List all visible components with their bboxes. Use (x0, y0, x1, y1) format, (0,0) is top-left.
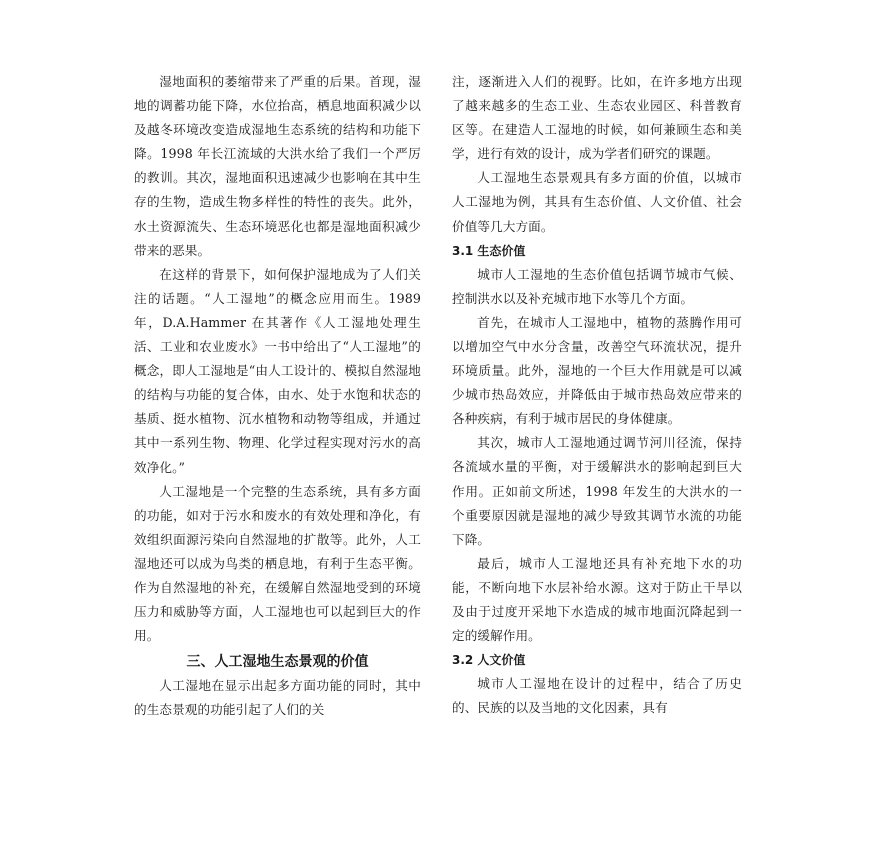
paragraph-flood-control: 其次，城市人工湿地通过调节河川径流，保持各流域水量的平衡，对于缓解洪水的影响起到巨大作用。正如前文所述，1998 年发生的大洪水的一个重要原因就是湿地的减少导致其调节水流的功能下降。 (452, 435, 742, 547)
paragraph-wetland-shrinkage: 湿地面积的萎缩带来了严重的后果。首现，湿地的调蓄功能下降，水位抬高，栖息地面积减少以及越冬环境改变造成湿地生态系统的结构和功能下降。1998 年长江流域的大洪水给了我们一个严厉的教训。其次，湿地面积迅速减少也影响在其中生存的生物，造成生物多样性的特性的丧失。此外，水土资源流失、生态环境恶化也都是湿地面积减少带来的恶果。 (134, 74, 421, 258)
subsection-title-ecological-value: 3.1 生态价值 (452, 243, 526, 258)
paragraph-groundwater-recharge: 最后，城市人工湿地还具有补充地下水的功能，不断向地下水层补给水源。这对于防止干旱以及由于过度开采地下水造成的城市地面沉降起到一定的缓解作用。 (452, 555, 742, 644)
paragraph-ecological-value-intro: 城市人工湿地的生态价值包括调节城市气候、控制洪水以及补充城市地下水等几个方面。 (452, 266, 742, 306)
section-title-landscape-value: 三、人工湿地生态景观的价值 (186, 654, 369, 671)
paragraph-landscape-continued: 注，逐渐进入人们的视野。比如，在许多地方出现了越来越多的生态工业、生态农业园区、科普教育区等。在建造人工湿地的时候，如何兼顾生态和美学，进行有效的设计，成为学者们研究的课题。 (452, 74, 742, 162)
paragraph-constructed-wetland-concept: 在这样的背景下，如何保护湿地成为了人们关注的话题。“人工湿地”的概念应用而生。1989 年，D.A.Hammer 在其著作《人工湿地处理生活、工业和农业废水》一书中给出了“人工湿地”的概念，即人工湿地是“由人工设计的、模拟自然湿地的结构与功能的复合体，由水、处于水饱和状态的基质、挺水植物、沉水植物和动物等组成，并通过其中一系列生物、物理、化学过程实现对污水的高效净化。” (134, 266, 421, 475)
paragraph-landscape-intro: 人工湿地在显示出起多方面功能的同时，其中的生态景观的功能引起了人们的关 (134, 678, 421, 718)
subsection-title-cultural-value: 3.2 人文价值 (452, 653, 526, 668)
paragraph-ecosystem-functions: 人工湿地是一个完整的生态系统，具有多方面的功能，如对于污水和废水的有效处理和净化，有效组织面源污染向自然湿地的扩散等。此外，人工湿地还可以成为鸟类的栖息地，有利于生态平衡。作为自然湿地的补充，在缓解自然湿地受到的环境压力和威胁等方面，人工湿地也可以起到巨大的作用。 (134, 483, 421, 644)
right-column (452, 70, 742, 720)
paragraph-value-overview: 人工湿地生态景观具有多方面的价值，以城市人工湿地为例，其具有生态价值、人文价值、社会价值等几大方面。 (452, 170, 742, 234)
paragraph-climate-regulation: 首先，在城市人工湿地中，植物的蒸腾作用可以增加空气中水分含量，改善空气环流状况，提升环境质量。此外，湿地的一个巨大作用就是可以减少城市热岛效应，并降低由于城市热岛效应带来的各种疾病，有利于城市居民的身体健康。 (452, 314, 742, 427)
paragraph-cultural-value-intro: 城市人工湿地在设计的过程中，结合了历史的、民族的以及当地的文化因素，具有 (452, 676, 742, 716)
left-column (134, 70, 421, 722)
